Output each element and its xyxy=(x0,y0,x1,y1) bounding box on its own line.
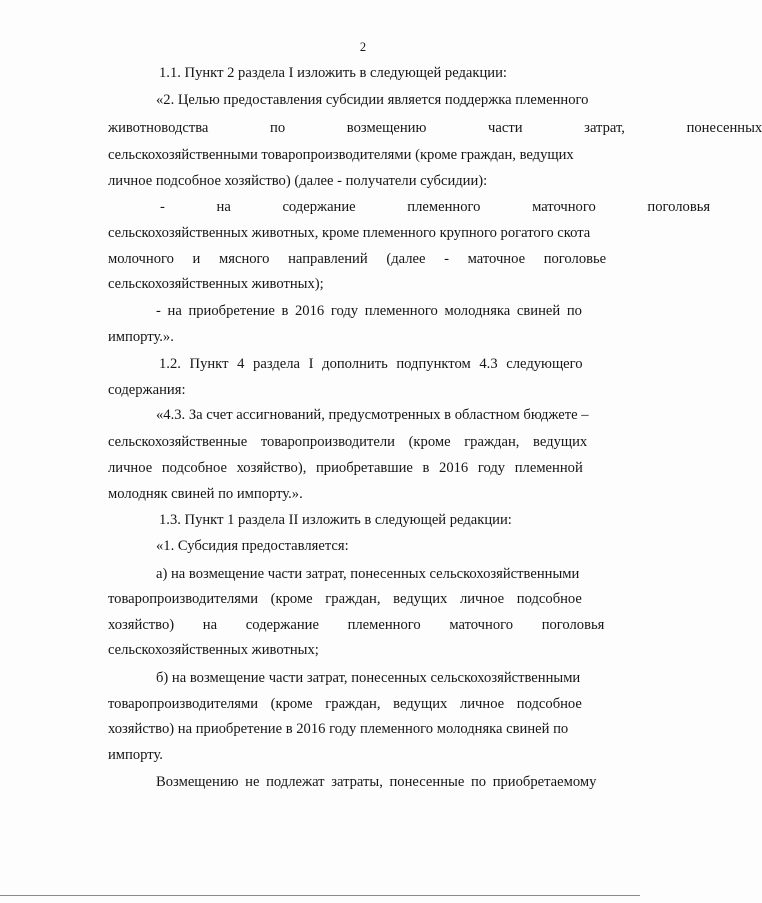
text-line: «2. Целью предоставления субсидии является поддержка племенного xyxy=(156,92,589,108)
text-line: сельскохозяйственных животных); xyxy=(108,276,324,292)
text-line: 1.3. Пункт 1 раздела II изложить в следующей редакции: xyxy=(159,512,512,528)
page-number: 2 xyxy=(359,40,367,54)
text-line: импорту. xyxy=(108,747,163,763)
text-line: молочного и мясного направлений (далее - маточное поголовье xyxy=(108,251,607,267)
text-line: сельскохозяйственными товаропроизводителями (кроме граждан, ведущих xyxy=(108,147,574,163)
text-line: «4.3. За счет ассигнований, предусмотренных в областном бюджете – xyxy=(156,407,589,423)
text-line: личное подсобное хозяйство) (далее - получатели субсидии): xyxy=(108,173,488,189)
text-line: импорту.». xyxy=(108,329,174,345)
text-line: сельскохозяйственные товаропроизводители (кроме граждан, ведущих xyxy=(108,434,588,450)
text-line: сельскохозяйственных животных, кроме племенного крупного рогатого скота xyxy=(108,225,591,241)
text-line: - на содержание племенного маточного поголовья xyxy=(160,199,711,215)
text-line: личное подсобное хозяйство), приобретавшие в 2016 году племенной xyxy=(108,460,583,476)
text-line: 1.1. Пункт 2 раздела I изложить в следующей редакции: xyxy=(159,65,507,81)
text-line: 1.2. Пункт 4 раздела I дополнить подпунктом 4.3 следующего xyxy=(159,356,583,372)
text-line: животноводства по возмещению части затрат, понесенных xyxy=(108,120,762,136)
text-line: товаропроизводителями (кроме граждан, ведущих личное подсобное xyxy=(108,591,582,607)
text-line: Возмещению не подлежат затраты, понесенные по приобретаемому xyxy=(156,774,597,790)
text-line: хозяйство) на приобретение в 2016 году племенного молодняка свиней по xyxy=(108,721,569,737)
text-line: б) на возмещение части затрат, понесенных сельскохозяйственными xyxy=(156,670,581,686)
text-line: сельскохозяйственных животных; xyxy=(108,642,319,658)
text-line: товаропроизводителями (кроме граждан, ведущих личное подсобное xyxy=(108,696,582,712)
text-line: а) на возмещение части затрат, понесенных сельскохозяйственными xyxy=(156,566,580,582)
text-line: - на приобретение в 2016 году племенного молодняка свиней по xyxy=(156,303,582,319)
text-line: молодняк свиней по импорту.». xyxy=(108,486,303,502)
scan-edge-line xyxy=(0,895,640,896)
text-line: содержания: xyxy=(108,382,186,398)
text-line: «1. Субсидия предоставляется: xyxy=(156,538,349,554)
text-line: хозяйство) на содержание племенного маточного поголовья xyxy=(108,617,605,633)
